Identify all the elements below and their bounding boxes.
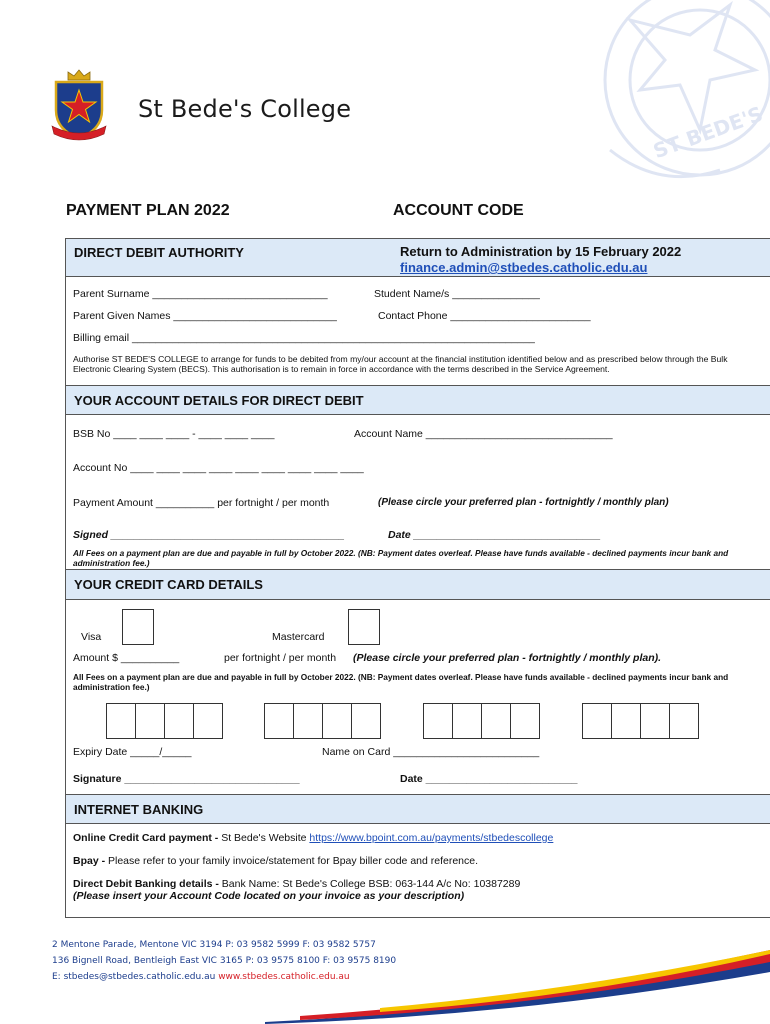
return-note: Return to Administration by 15 February 2022 [400, 244, 682, 259]
footer-address-bentleigh: 136 Bignell Road, Bentleigh East VIC 3165 P: 03 9575 8100 F: 03 9575 8190 [52, 956, 397, 966]
bpay-text: Please refer to your family invoice/statement for Bpay biller code and reference. [105, 855, 479, 867]
authorisation-text: Authorise ST BEDE'S COLLEGE to arrange for funds to be debited from my/our account at the financial institution identified below and as prescribed below through the Bulk Electronic Clearing System (BECS). This authorisation is to remain in force in accordance with the terms described in the Service Agreement. [73, 354, 728, 374]
visa-label: Visa [81, 631, 102, 643]
internet-banking-band [66, 794, 770, 824]
dd-banking-label: Direct Debit Banking details - [73, 878, 219, 890]
college-crest-icon [48, 68, 110, 142]
card-number-group-4[interactable] [582, 703, 698, 739]
footer-address-mentone: 2 Mentone Parade, Mentone VIC 3194 P: 03 9582 5999 F: 03 9582 5757 [52, 940, 376, 950]
bpoint-link[interactable]: https://www.bpoint.com.au/payments/stbedescollege [309, 832, 554, 844]
dd-date-field[interactable]: Date ________________________________ [388, 529, 601, 541]
credit-card-band [66, 569, 770, 600]
expiry-date-field[interactable]: Expiry Date _____/_____ [73, 746, 192, 758]
online-payment-line [73, 832, 553, 844]
watermark-text: ST BEDE'S [650, 101, 767, 164]
cc-signature-field[interactable]: Signature ______________________________ [73, 773, 300, 785]
account-details-band [66, 385, 770, 415]
credit-card-heading: YOUR CREDIT CARD DETAILS [74, 577, 263, 592]
student-names-field[interactable]: Student Name/s _______________ [374, 288, 540, 300]
payment-form [65, 238, 770, 918]
card-number-group-3[interactable] [423, 703, 539, 739]
cc-circle-note: (Please circle your preferred plan - fortnightly / monthly plan). [353, 652, 662, 664]
dd-signed-field[interactable]: Signed ________________________________________ [73, 529, 345, 541]
mastercard-label: Mastercard [272, 631, 325, 643]
watermark-seal [570, 0, 770, 200]
account-name-field[interactable]: Account Name ________________________________ [354, 428, 613, 440]
direct-debit-band [66, 239, 770, 277]
online-payment-label: Online Credit Card payment - [73, 832, 219, 844]
direct-debit-banking-line [73, 878, 520, 890]
dd-banking-note: (Please insert your Account Code located on your invoice as your description) [73, 890, 465, 902]
footer-website: www.stbedes.catholic.edu.au [218, 972, 350, 982]
online-payment-text: St Bede's Website [218, 832, 310, 844]
account-no-field[interactable]: Account No ____ ____ ____ ____ ____ ____ ____ ____ ____ [73, 462, 364, 474]
direct-debit-heading: DIRECT DEBIT AUTHORITY [74, 245, 244, 260]
mastercard-checkbox[interactable] [348, 609, 380, 645]
bpay-label: Bpay - [73, 855, 106, 867]
card-number-group-1[interactable] [106, 703, 222, 739]
cc-amount-field[interactable]: Amount $ __________ [73, 652, 180, 664]
college-logo [48, 68, 110, 142]
dd-banking-text: Bank Name: St Bede's College BSB: 063-144 A/c No: 10387289 [218, 878, 521, 890]
account-code-title: ACCOUNT CODE [393, 202, 524, 219]
account-details-heading: YOUR ACCOUNT DETAILS FOR DIRECT DEBIT [74, 393, 364, 408]
name-on-card-field[interactable]: Name on Card _________________________ [322, 746, 540, 758]
card-number-group-2[interactable] [264, 703, 380, 739]
visa-checkbox[interactable] [122, 609, 154, 645]
cc-date-field[interactable]: Date __________________________ [400, 773, 578, 785]
cc-fees-note: All Fees on a payment plan are due and payable in full by October 2022. (NB: Payment dates overleaf. Please have funds available - declined payments incur bank and administration fee.) [73, 672, 729, 692]
dd-circle-note: (Please circle your preferred plan - fortnightly / monthly plan) [378, 497, 669, 508]
parent-given-names-field[interactable]: Parent Given Names ____________________________ [73, 310, 337, 322]
cc-per-label: per fortnight / per month [224, 652, 337, 664]
footer-swoosh [0, 950, 770, 1024]
bpay-line [73, 855, 478, 867]
payment-amount-field[interactable]: Payment Amount __________ per fortnight / per month [73, 497, 330, 509]
bsb-field[interactable]: BSB No ____ ____ ____ - ____ ____ ____ [73, 428, 275, 440]
billing-email-field[interactable]: Billing email _____________________________________________________________________ [73, 332, 535, 344]
contact-phone-field[interactable]: Contact Phone ________________________ [378, 310, 591, 322]
parent-surname-field[interactable]: Parent Surname ______________________________ [73, 288, 328, 300]
finance-email-link[interactable]: finance.admin@stbedes.catholic.edu.au [400, 260, 648, 275]
dd-fees-note: All Fees on a payment plan are due and payable in full by October 2022. (NB: Payment dates overleaf. Please have funds available - declined payments incur bank and administration fee.) [73, 548, 729, 568]
payment-plan-title: PAYMENT PLAN 2022 [66, 202, 230, 219]
college-name: St Bede's College [138, 95, 352, 123]
internet-banking-heading: INTERNET BANKING [74, 802, 204, 817]
footer-email: E: stbedes@stbedes.catholic.edu.au [52, 972, 216, 982]
